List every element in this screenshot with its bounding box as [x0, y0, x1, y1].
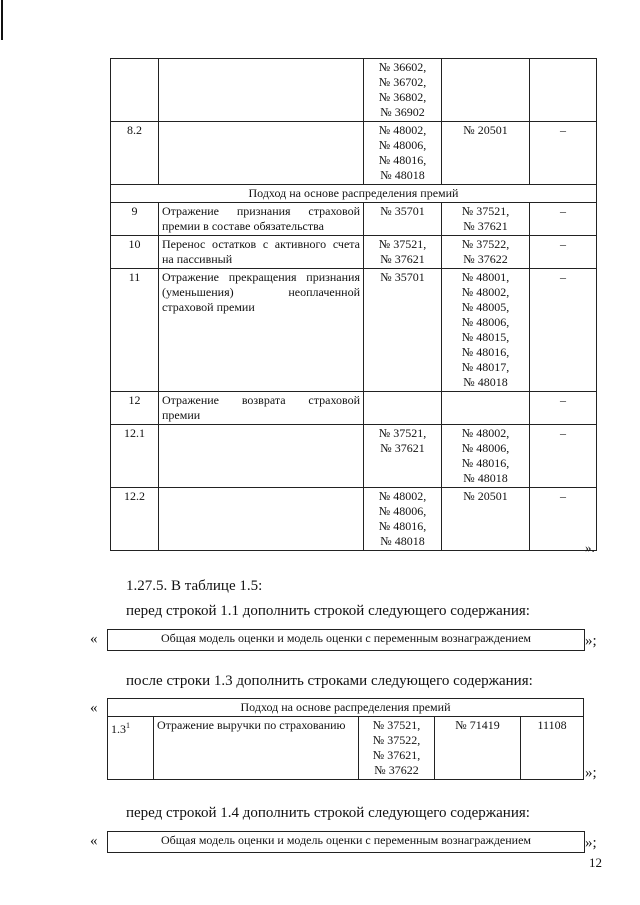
credit-account: № 37621	[463, 219, 508, 233]
row-number	[108, 717, 154, 780]
paragraph-after-row-1-3: после строки 1.3 дополнить строками следующего содержания:	[126, 673, 533, 689]
credit-accounts	[442, 236, 530, 269]
symbol-code: –	[530, 203, 597, 236]
debit-account: № 48006,	[378, 138, 427, 152]
debit-account: № 48006,	[378, 504, 427, 518]
credit-account: № 48018	[463, 471, 508, 485]
credit-account: № 48017,	[461, 360, 510, 374]
debit-account: № 37521,	[378, 237, 427, 251]
section-header-premium-allocation: Подход на основе распределения премий	[108, 699, 584, 717]
debit-account: № 48016,	[378, 153, 427, 167]
box1-open-quote: «	[90, 631, 98, 647]
paragraph-section-1-27-5: 1.27.5. В таблице 1.5:	[126, 578, 263, 594]
row-number-superscript: 1	[126, 721, 130, 730]
credit-account: № 71419	[455, 718, 500, 732]
debit-accounts	[359, 717, 435, 780]
debit-account: № 48016,	[378, 519, 427, 533]
credit-account: № 48002,	[461, 426, 510, 440]
row-number: 12	[111, 392, 159, 425]
row-description: Отражение прекращения признания (уменьшения) неоплаченной страховой премии	[159, 269, 364, 392]
box2-model-row	[107, 831, 585, 853]
symbol-code: –	[530, 425, 597, 488]
credit-accounts	[442, 203, 530, 236]
table-row	[111, 392, 597, 425]
credit-account: № 48015,	[461, 330, 510, 344]
debit-account: № 37621,	[372, 748, 421, 762]
credit-accounts	[442, 392, 530, 425]
debit-account: № 48002,	[378, 489, 427, 503]
credit-account: № 20501	[463, 489, 508, 503]
table-row	[111, 203, 597, 236]
box1-text: Общая модель оценки и модель оценки с переменным вознаграждением	[160, 631, 532, 645]
credit-accounts	[442, 425, 530, 488]
top-accounts-table	[110, 58, 597, 551]
row-description	[159, 425, 364, 488]
debit-account: № 36802,	[378, 90, 427, 104]
box2-close-quote: »;	[585, 835, 597, 851]
box2-text: Общая модель оценки и модель оценки с переменным вознаграждением	[160, 833, 532, 847]
debit-account: № 35701	[380, 204, 425, 218]
credit-accounts	[435, 717, 521, 780]
page-number: 12	[589, 855, 602, 870]
row-number: 10	[111, 236, 159, 269]
table-row	[111, 269, 597, 392]
debit-account: № 48018	[380, 168, 425, 182]
credit-account: № 37522,	[461, 237, 510, 251]
debit-account: № 48002,	[378, 123, 427, 137]
symbol-code: –	[530, 122, 597, 185]
debit-accounts	[364, 203, 442, 236]
table-row	[111, 425, 597, 488]
credit-account: № 48001,	[461, 270, 510, 284]
credit-account: № 48005,	[461, 300, 510, 314]
symbol-code: 11108	[521, 717, 584, 780]
debit-accounts	[364, 59, 442, 122]
debit-account: № 48018	[380, 534, 425, 548]
symbol-code: –	[530, 392, 597, 425]
credit-accounts	[442, 488, 530, 551]
debit-account: № 37621	[380, 252, 425, 266]
debit-account: № 37522,	[372, 733, 421, 747]
table-row	[111, 122, 597, 185]
credit-account: № 48016,	[461, 345, 510, 359]
credit-account: № 48006,	[461, 441, 510, 455]
inserted-rows-table	[107, 698, 584, 780]
debit-account: № 37621	[380, 441, 425, 455]
debit-account: № 37622	[374, 763, 419, 777]
credit-accounts	[442, 59, 530, 122]
row-description: Отражение признания страховой премии в составе обязательства	[159, 203, 364, 236]
debit-account: № 37521,	[378, 426, 427, 440]
debit-account: № 35701	[380, 270, 425, 284]
row-description: Перенос остатков с активного счета на пассивный	[159, 236, 364, 269]
debit-accounts	[364, 236, 442, 269]
box1-close-quote: »;	[585, 633, 597, 649]
row-number-text: 1.3	[111, 722, 126, 736]
section-header-row	[111, 185, 597, 203]
symbol-code: –	[530, 236, 597, 269]
credit-account: № 48002,	[461, 285, 510, 299]
credit-account: № 20501	[463, 123, 508, 137]
box2-open-quote: «	[90, 833, 98, 849]
table-row	[111, 488, 597, 551]
row-number: 12.1	[111, 425, 159, 488]
row-number: 12.2	[111, 488, 159, 551]
row-number: 11	[111, 269, 159, 392]
symbol-code: –	[530, 269, 597, 392]
credit-account: № 37622	[463, 252, 508, 266]
debit-accounts	[364, 425, 442, 488]
debit-accounts	[364, 392, 442, 425]
row-number: 8.2	[111, 122, 159, 185]
credit-accounts	[442, 269, 530, 392]
row-description: Отражение возврата страховой премии	[159, 392, 364, 425]
credit-account: № 37521,	[461, 204, 510, 218]
table2-open-quote: «	[90, 700, 98, 716]
credit-account: № 48016,	[461, 456, 510, 470]
credit-accounts	[442, 122, 530, 185]
debit-account: № 36602,	[378, 60, 427, 74]
table-row	[111, 59, 597, 122]
table2-close-quote: »;	[585, 765, 597, 781]
row-description: Отражение выручки по страхованию	[154, 717, 359, 780]
box1-model-row	[107, 629, 585, 651]
margin-mark	[1, 0, 3, 40]
credit-account: № 48018	[463, 375, 508, 389]
credit-account: № 48006,	[461, 315, 510, 329]
row-number	[111, 59, 159, 122]
table-row	[111, 236, 597, 269]
debit-account: № 36702,	[378, 75, 427, 89]
row-description	[159, 59, 364, 122]
symbol-code: –	[530, 488, 597, 551]
table-closing-quote: ».	[585, 540, 595, 555]
row-number: 9	[111, 203, 159, 236]
debit-accounts	[364, 269, 442, 392]
debit-accounts	[364, 122, 442, 185]
debit-accounts	[364, 488, 442, 551]
paragraph-before-row-1-4: перед строкой 1.4 дополнить строкой следующего содержания:	[126, 805, 530, 821]
debit-account: № 37521,	[372, 718, 421, 732]
symbol-code	[530, 59, 597, 122]
section-header-premium-allocation: Подход на основе распределения премий	[111, 185, 597, 203]
row-description	[159, 488, 364, 551]
debit-account: № 36902	[380, 105, 425, 119]
row-description	[159, 122, 364, 185]
paragraph-before-row-1-1: перед строкой 1.1 дополнить строкой следующего содержания:	[126, 603, 530, 619]
